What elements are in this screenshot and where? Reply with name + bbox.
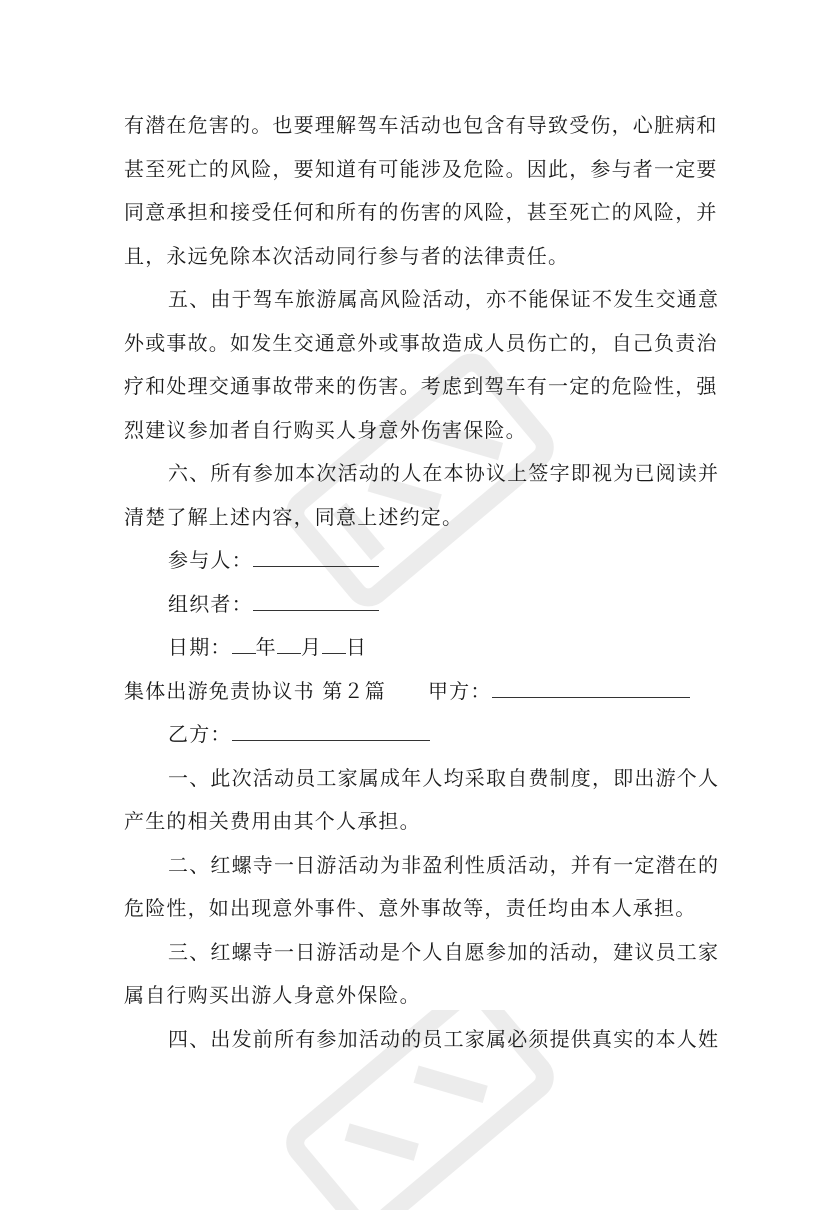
paragraph-line: 甚至死亡的风险，要知道有可能涉及危险。因此，参与者一定要 xyxy=(124,156,718,181)
paragraph-line: 危险性，如出现意外事件、意外事故等，责任均由本人承担。 xyxy=(124,896,697,920)
paragraph-line: 属自行购买出游人身意外保险。 xyxy=(124,983,421,1007)
organizer-blank xyxy=(253,588,379,611)
participant-signature-line xyxy=(124,539,710,583)
party-a-blank xyxy=(492,675,690,698)
paragraph-line: 二、红螺寺一日游活动为非盈利性质活动，并有一定潜在的 xyxy=(168,852,720,877)
participant-blank xyxy=(253,544,379,567)
party-b-line xyxy=(124,713,710,757)
document-body xyxy=(124,104,720,1061)
month-label: 月 xyxy=(300,635,323,659)
year-label: 年 xyxy=(255,635,277,659)
paragraph-line: 外或事故。如发生交通意外或事故造成人员伤亡的，自己负责治 xyxy=(124,330,718,355)
section-title: 集体出游免责协议书 第２篇 xyxy=(124,678,386,703)
paragraph-line: 五、由于驾车旅游属高风险活动，亦不能保证不发生交通意 xyxy=(168,287,720,311)
paragraph-line: 六、所有参加本次活动的人在本协议上签字即视为已阅读并 xyxy=(168,461,720,485)
party-a-label: 甲方： xyxy=(427,678,492,703)
paragraph-line: 产生的相关费用由其个人承担。 xyxy=(124,809,421,833)
paragraph-line: 同意承担和接受任何和所有的伤害的风险，甚至死亡的风险，并 xyxy=(124,200,718,224)
party-b-blank xyxy=(232,718,430,741)
year-blank xyxy=(232,631,256,654)
organizer-signature-line xyxy=(124,583,710,627)
paragraph-line: 清楚了解上述内容，同意上述约定。 xyxy=(124,504,464,529)
day-blank xyxy=(322,631,346,654)
section-title-line xyxy=(124,670,710,714)
month-blank xyxy=(277,631,301,654)
paragraph-line: 三、红螺寺一日游活动是个人自愿参加的活动，建议员工家 xyxy=(168,939,720,964)
party-b-label: 乙方： xyxy=(168,722,232,746)
date-line xyxy=(124,626,710,670)
paragraph-line: 烈建议参加者自行购买人身意外伤害保险。 xyxy=(124,417,527,442)
participant-label: 参与人： xyxy=(168,548,253,572)
paragraph-line: 有潜在危害的。也要理解驾车活动也包含有导致受伤，心脏病和 xyxy=(124,113,718,137)
paragraph-line: 一、此次活动员工家属成年人均采取自费制度，即出游个人 xyxy=(168,765,720,790)
paragraph-line: 疗和处理交通事故带来的伤害。考虑到驾车有一定的危险性，强 xyxy=(124,374,718,398)
date-label: 日期： xyxy=(168,635,232,659)
day-label: 日 xyxy=(346,635,368,659)
organizer-label: 组织者： xyxy=(168,591,253,616)
paragraph-line: 四、出发前所有参加活动的员工家属必须提供真实的本人姓 xyxy=(168,1026,720,1051)
paragraph-line: 且，永远免除本次活动同行参与者的法律责任。 xyxy=(124,243,570,268)
